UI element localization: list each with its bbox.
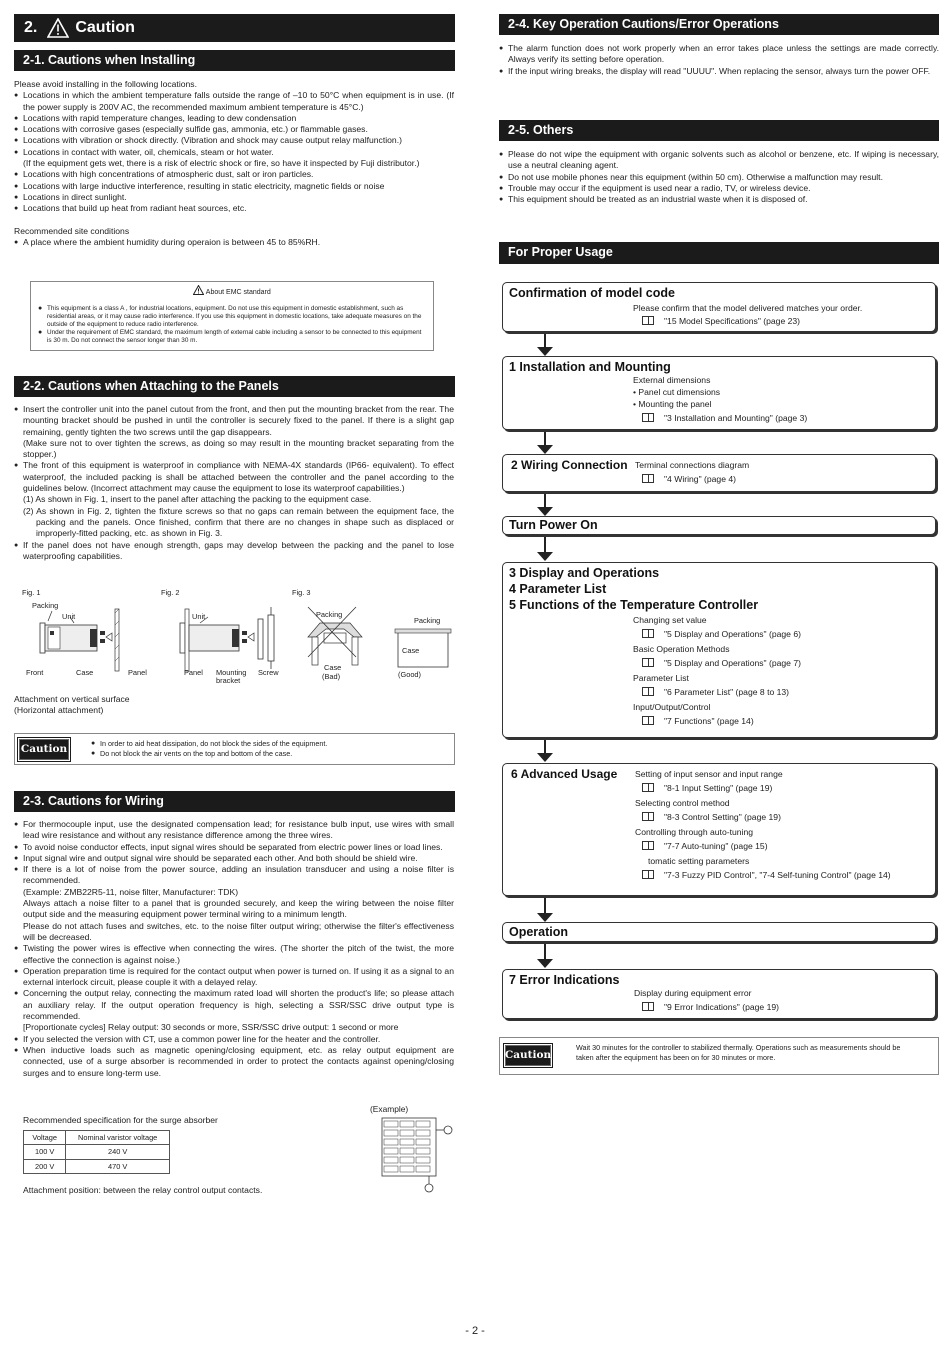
s21-header: 2-1. Cautions when Installing: [14, 50, 455, 71]
fig3-packing2-label: Packing: [414, 616, 441, 625]
flow-display-title-1: 3 Display and Operations: [509, 566, 660, 580]
flow-wiring-title: 2 Wiring Connection: [511, 458, 628, 472]
book-icon: [642, 716, 654, 725]
terminal-block-diagram: [380, 1116, 460, 1196]
flow-advanced-ref-4: "7-3 Fuzzy PID Control", "7-4 Self-tuning Control" (page 14): [664, 870, 891, 880]
s23-bullet-5: ● Twisting the power wires is effective when connecting the wires. (The shorter the pitch of the twist, the more effective the connection is against noise.): [14, 943, 454, 966]
caution-badge: Caution: [19, 739, 69, 760]
table-cell: 240 V: [66, 1145, 170, 1159]
flow-display-title-3: 5 Functions of the Temperature Controller: [509, 598, 759, 612]
flow-display-title-2: 4 Parameter List: [509, 582, 607, 596]
flow-install-ref: "3 Installation and Mounting" (page 3): [664, 413, 808, 423]
emc-title: About EMC standard: [205, 289, 271, 296]
book-icon: [642, 1002, 654, 1011]
caution-badge: Caution: [505, 1045, 551, 1066]
s23-body: [14, 819, 454, 1079]
s23-prop: [Proportionate cycles] Relay output: 30 seconds or more, SSR/SSC drive output: 1 second or more: [23, 1022, 399, 1033]
flow-advanced-ref-row-2: [633, 812, 781, 823]
s21-bullet-2: ● Locations with rapid temperature changes, leading to dew condensation: [14, 113, 454, 124]
s23-bullet-3: ● Input signal wire and output signal wire should be separated each other. And both should be shield wire.: [14, 853, 454, 864]
fig3-case-label: Case: [324, 663, 342, 672]
fig3-drawing: [294, 585, 454, 685]
table-cell: 470 V: [66, 1159, 170, 1173]
s23-example: (Example: ZMB22R5-11, noise filter, Manufacturer: TDK): [23, 886, 239, 897]
flow-confirm-sub: Please confirm that the model delivered matches your order.: [633, 303, 863, 313]
s25-header: 2-5. Others: [499, 120, 939, 141]
book-icon: [642, 783, 654, 792]
fig1-case-label: Case: [76, 668, 94, 677]
flow-confirm-ref: "15 Model Specifications" (page 23): [664, 316, 801, 326]
flow-display-ref-row-4: [633, 716, 754, 727]
flow-advanced-ref-1: "8-1 Input Setting" (page 19): [664, 783, 773, 793]
flow-advanced-ref-3: "7-7 Auto-tuning" (page 15): [664, 841, 768, 851]
s24-bullet-1: ● The alarm function does not work properly when an error takes place unless the settings are made correctly. Always verify its setting before operation.: [499, 43, 939, 66]
flow-display-line-2: Basic Operation Methods: [633, 644, 730, 654]
table-head-voltage: Voltage: [24, 1131, 66, 1145]
s21-bullet-1: ● Locations in which the ambient temperature falls outside the range of –10 to 50°C when equipment is in use. (If the power supply is 200V AC, the recommended maximum ambient temperature is 45°C.): [14, 90, 454, 113]
flow-error-title: 7 Error Indications: [509, 973, 620, 987]
s24-body: [499, 43, 939, 77]
flow-wiring-sub: Terminal connections diagram: [635, 460, 750, 470]
flow-display: [502, 562, 936, 738]
s21-bullet-7: ● Locations with large inductive interference, resulting in static electricity, magnetic fields or noise: [14, 181, 454, 192]
emc-box: [30, 281, 434, 351]
fig3-case2-label: Case: [402, 646, 420, 655]
s21-bullet-8: ● Locations in direct sunlight.: [14, 192, 454, 203]
flow-arrow: [537, 494, 553, 516]
flow-advanced-title: 6 Advanced Usage: [511, 767, 618, 781]
flow-display-ref-2: "5 Display and Operations" (page 7): [664, 658, 801, 668]
flow-install-line-1: External dimensions: [633, 375, 711, 385]
table-row: [24, 1145, 170, 1159]
flow-advanced-line-3: Controlling through auto-tuning: [635, 827, 754, 837]
book-icon: [642, 812, 654, 821]
flow-error-ref-row: [633, 1002, 779, 1013]
caution-box-panels: [14, 733, 455, 765]
s22-body: [14, 404, 454, 562]
fig1-label: Fig. 1: [22, 588, 41, 597]
flow-advanced-ref-2: "8-3 Control Setting" (page 19): [664, 812, 781, 822]
s25-bullet-3: ● Trouble may occur if the equipment is used near a radio, TV, or wireless device.: [499, 183, 939, 194]
s21-site-title: Recommended site conditions: [14, 225, 130, 236]
s22-step-2: (2) As shown in Fig. 2, tighten the fixture screws so that no gaps can remain between the equipment face, the packing and the panels. Once finished, confirm that there are no changes in shape such as displaced or improperly-fitted packing, etc. as shown in Fig. 3.: [23, 505, 454, 539]
s21-bullet-5: ● Locations in contact with water, oil, chemicals, steam or hot water.: [14, 147, 454, 158]
flow-advanced-ref-row-3: [633, 841, 768, 852]
flow-display-ref-3: "6 Parameter List" (page 8 to 13): [664, 687, 790, 697]
flow-install-title: 1 Installation and Mounting: [509, 360, 671, 374]
flow-display-ref-1: "5 Display and Operations" (page 6): [664, 629, 801, 639]
fig3-bad-label: (Bad): [322, 672, 341, 681]
s23-bullet-2: ● To avoid noise conductor effects, input signal wires should be separated from electric power lines or load lines.: [14, 842, 454, 853]
section-title: Caution: [75, 19, 135, 37]
caution-usage-text: Wait 30 minutes for the controller to stabilized thermally. Operations such as measurements should be taken after the equipment has been on for 30 minutes or more.: [576, 1043, 901, 1062]
s21-bullet-4: ● Locations with vibration or shock directly. (Vibration and shock may cause output relay malfunction.): [14, 135, 454, 146]
flow-arrow: [537, 944, 553, 968]
emc-title-row: [38, 285, 426, 297]
book-icon: [642, 870, 654, 879]
table-cell: 200 V: [24, 1159, 66, 1173]
book-icon: [642, 316, 654, 325]
s22-bullet-2: ● The front of this equipment is waterproof in compliance with NEMA-4X standards (IP66- equivalent). To effect waterproof, the included packing is shall be attached between the controller and the panel according to the guidelines below. (Incorrect attachment may cause the equipment to lose its waterproof capabilities.): [14, 460, 454, 494]
attachment-note: [14, 694, 454, 717]
emc-bullet-2: ● Under the requirement of EMC standard, the maximum length of external cable including a sensor to be connected to this equipment is 30 m. Do not connect the sensor longer than 30 m.: [38, 329, 426, 345]
packing-figures: [14, 585, 454, 690]
s23-example-2: Always attach a noise filter to a panel that is grounded securely, and keep the wiring between the noise filter output side and the measuring equipment power terminal wiring to a minimum length.: [23, 898, 454, 920]
flow-error-sub: Display during equipment error: [634, 988, 752, 998]
s22-header: 2-2. Cautions when Attaching to the Panels: [14, 376, 455, 397]
fig2-label: Fig. 2: [161, 588, 180, 597]
table-cell: 100 V: [24, 1145, 66, 1159]
flow-advanced-line-2: Selecting control method: [635, 798, 730, 808]
flow-advanced-line-1: Setting of input sensor and input range: [635, 769, 783, 779]
flow-arrow: [537, 537, 553, 561]
fig3-good-label: (Good): [398, 670, 422, 679]
flow-display-ref-row-2: [633, 658, 801, 669]
flow-display-line-1: Changing set value: [633, 615, 707, 625]
book-icon: [642, 474, 654, 483]
s24-bullet-2: ● If the input wiring breaks, the display will read "UUUU". When replacing the sensor, always turn the power OFF.: [499, 66, 939, 77]
flow-install: [502, 356, 936, 430]
book-icon: [642, 658, 654, 667]
fig1-unit-label: Unit: [62, 612, 76, 621]
flow-operation-title: Operation: [509, 925, 569, 939]
flow-advanced-line-4: tomatic setting parameters: [648, 856, 750, 866]
fig1-panel-label: Panel: [128, 668, 147, 677]
s23-header: 2-3. Cautions for Wiring: [14, 791, 455, 812]
caution-box-usage: [499, 1037, 939, 1075]
surge-title: Recommended specification for the surge absorber: [23, 1115, 218, 1125]
section-header: [14, 14, 455, 42]
caution-line-1: ● In order to aid heat dissipation, do not block the sides of the equipment.: [91, 739, 327, 749]
book-icon: [642, 687, 654, 696]
emc-bullet-1: ● This equipment is a class A , for industrial locations, equipment. Do not use this equipment in domestic establishment, such as residential areas, or it may cause radio interference. If you use this equipment in domestic locations, take adequate measures on the outside of the equipment to reduce radio interference.: [38, 305, 426, 329]
attach-line-1: Attachment on vertical surface: [14, 694, 130, 704]
s23-bullet-4: ● If there is a lot of noise from the power source, adding an insulation transducer and using a noise filter is recommended.: [14, 864, 454, 887]
fig1-packing-label: Packing: [32, 601, 59, 610]
s23-bullet-8: ● If you selected the version with CT, use a common power line for the heater and the controller.: [14, 1034, 454, 1045]
fig1-front-label: Front: [26, 668, 44, 677]
book-icon: [642, 413, 654, 422]
flow-display-ref-row-3: [633, 687, 789, 698]
fig3-label: Fig. 3: [292, 588, 311, 597]
s22-bullet-3: ● If the panel does not have enough strength, gaps may develop between the packing and the panel to lose waterproofing capabilities.: [14, 540, 454, 563]
flow-error-ref: "9 Error Indications" (page 19): [664, 1002, 780, 1012]
fig2-unit-label: Unit: [192, 612, 206, 621]
flow-arrow: [537, 432, 553, 454]
s23-bullet-6: ● Operation preparation time is required for the contact output when power is turned on. If using it as a signal to an external interlock circuit, please couple it with a delayed relay.: [14, 966, 454, 989]
s22-bullet-1-note: (Make sure not to over tighten the screws, as doing so may result in the mounting bracket separating from the stopper.): [23, 437, 454, 460]
flow-power: [502, 516, 936, 535]
flow-arrow: [537, 898, 553, 922]
flow-wiring-ref-row: [633, 474, 736, 485]
attach-line-2: (Horizontal attachment): [14, 705, 104, 716]
flow-advanced-ref-row-4: [633, 870, 891, 881]
s25-bullet-1: ● Please do not wipe the equipment with organic solvents such as alcohol or benzene, etc. If wiping is necessary, use a neutral cleaning agent.: [499, 149, 939, 172]
flow-advanced: [502, 763, 936, 896]
usage-header: For Proper Usage: [499, 242, 939, 264]
flow-operation: [502, 922, 936, 942]
flow-confirm-ref-row: [633, 316, 800, 327]
table-row: [24, 1159, 170, 1173]
s21-site-bullet: ● A place where the ambient humidity during operaion is between 45 to 85%RH.: [14, 237, 454, 248]
page-number: - 2 -: [465, 1325, 485, 1337]
s23-bullet-7: ● Concerning the output relay, connecting the maximum rated load will shorten the product's life; so please attach an auxiliary relay. If the output operation frequency is high, selecting a SSR/SSC drive output type is recommended.: [14, 988, 454, 1022]
flow-wiring-ref: "4 Wiring" (page 4): [664, 474, 737, 484]
fig2-screw-label: Screw: [258, 668, 279, 677]
table-head-varistor: Nominal varistor voltage: [66, 1131, 170, 1145]
s21-bullet-3: ● Locations with corrosive gases (especially sulfide gas, ammonia, etc.) or flammable gases.: [14, 124, 454, 135]
s22-bullet-1: ● Insert the controller unit into the panel cutout from the front, and then put the mounting bracket from the rear. The mounting bracket should be pushed in until the controller is securely fixed to the panel. If there is a slight gap remaining, gently tighten the two screws until the gap disappears.: [14, 404, 454, 438]
caution-line-2: ● Do not block the air vents on the top and bottom of the case.: [91, 749, 327, 759]
fig2-panel-label: Panel: [184, 668, 203, 677]
s25-body: [499, 149, 939, 205]
flow-confirm-title: Confirmation of model code: [509, 286, 675, 300]
s23-bullet-1: ● For thermocouple input, use the designated compensation lead; for resistance bulb input, use wires with small lead wire resistance and without any resistance difference among the three wires.: [14, 819, 454, 842]
s25-bullet-4: ● This equipment should be treated as an industrial waste when it is disposed of.: [499, 194, 939, 205]
attach-position: Attachment position: between the relay control output contacts.: [23, 1185, 263, 1195]
table-header-row: [24, 1131, 170, 1145]
s23-bullet-9: ● When inductive loads such as magnetic opening/closing equipment, etc. as relay output equipment are connected, use of a surge absorber is recommended in order to protect the contacts against opening/closing surges and to ensure long-term use.: [14, 1045, 454, 1079]
flow-install-ref-row: [633, 413, 807, 424]
section-number: 2.: [24, 19, 38, 37]
flow-display-line-3: Parameter List: [633, 673, 689, 683]
flow-display-ref-4: "7 Functions" (page 14): [664, 716, 754, 726]
flow-power-title: Turn Power On: [509, 518, 598, 532]
fig2-mounting-label: Mounting: [216, 668, 247, 677]
flow-wiring: [502, 454, 936, 492]
s21-bullet-9: ● Locations that build up heat from radiant heat sources, etc.: [14, 203, 454, 214]
caution-text: [91, 739, 327, 759]
s21-note: (If the equipment gets wet, there is a risk of electric shock or fire, so have it inspected by Fuji distributor.): [23, 158, 420, 169]
book-icon: [642, 629, 654, 638]
flow-install-line-2: • Panel cut dimensions: [633, 387, 721, 397]
flow-error: [502, 969, 936, 1019]
varistor-table: [23, 1130, 170, 1174]
s21-body: [14, 79, 454, 248]
flow-advanced-ref-row-1: [633, 783, 772, 794]
flow-arrow: [537, 334, 553, 356]
book-icon: [642, 841, 654, 850]
flow-display-line-4: Input/Output/Control: [633, 702, 711, 712]
fig3-packing-label: Packing: [316, 610, 343, 619]
warning-icon: [47, 18, 69, 38]
flow-confirm: [502, 282, 936, 332]
s21-intro: Please avoid installing in the following locations.: [14, 79, 197, 89]
s25-bullet-2: ● Do not use mobile phones near this equipment (within 50 cm). Otherwise a malfunction may result.: [499, 172, 939, 183]
flow-install-line-3: • Mounting the panel: [633, 399, 712, 409]
flow-display-ref-row-1: [633, 629, 801, 640]
fig2-bracket-label: bracket: [216, 676, 241, 685]
s21-bullet-6: ● Locations with high concentrations of atmospheric dust, salt or iron particles.: [14, 169, 454, 180]
example-label: (Example): [370, 1104, 409, 1114]
warning-icon: [193, 285, 204, 295]
s24-header: 2-4. Key Operation Cautions/Error Operations: [499, 14, 939, 35]
s22-step-1: (1) As shown in Fig. 1, insert to the panel after attaching the packing to the equipment case.: [23, 494, 372, 505]
flow-arrow: [537, 740, 553, 762]
s23-example-3: Please do not attach fuses and switches, etc. to the noise filter output wiring; otherwise the filter's effectiveness will be decreased.: [23, 920, 454, 942]
